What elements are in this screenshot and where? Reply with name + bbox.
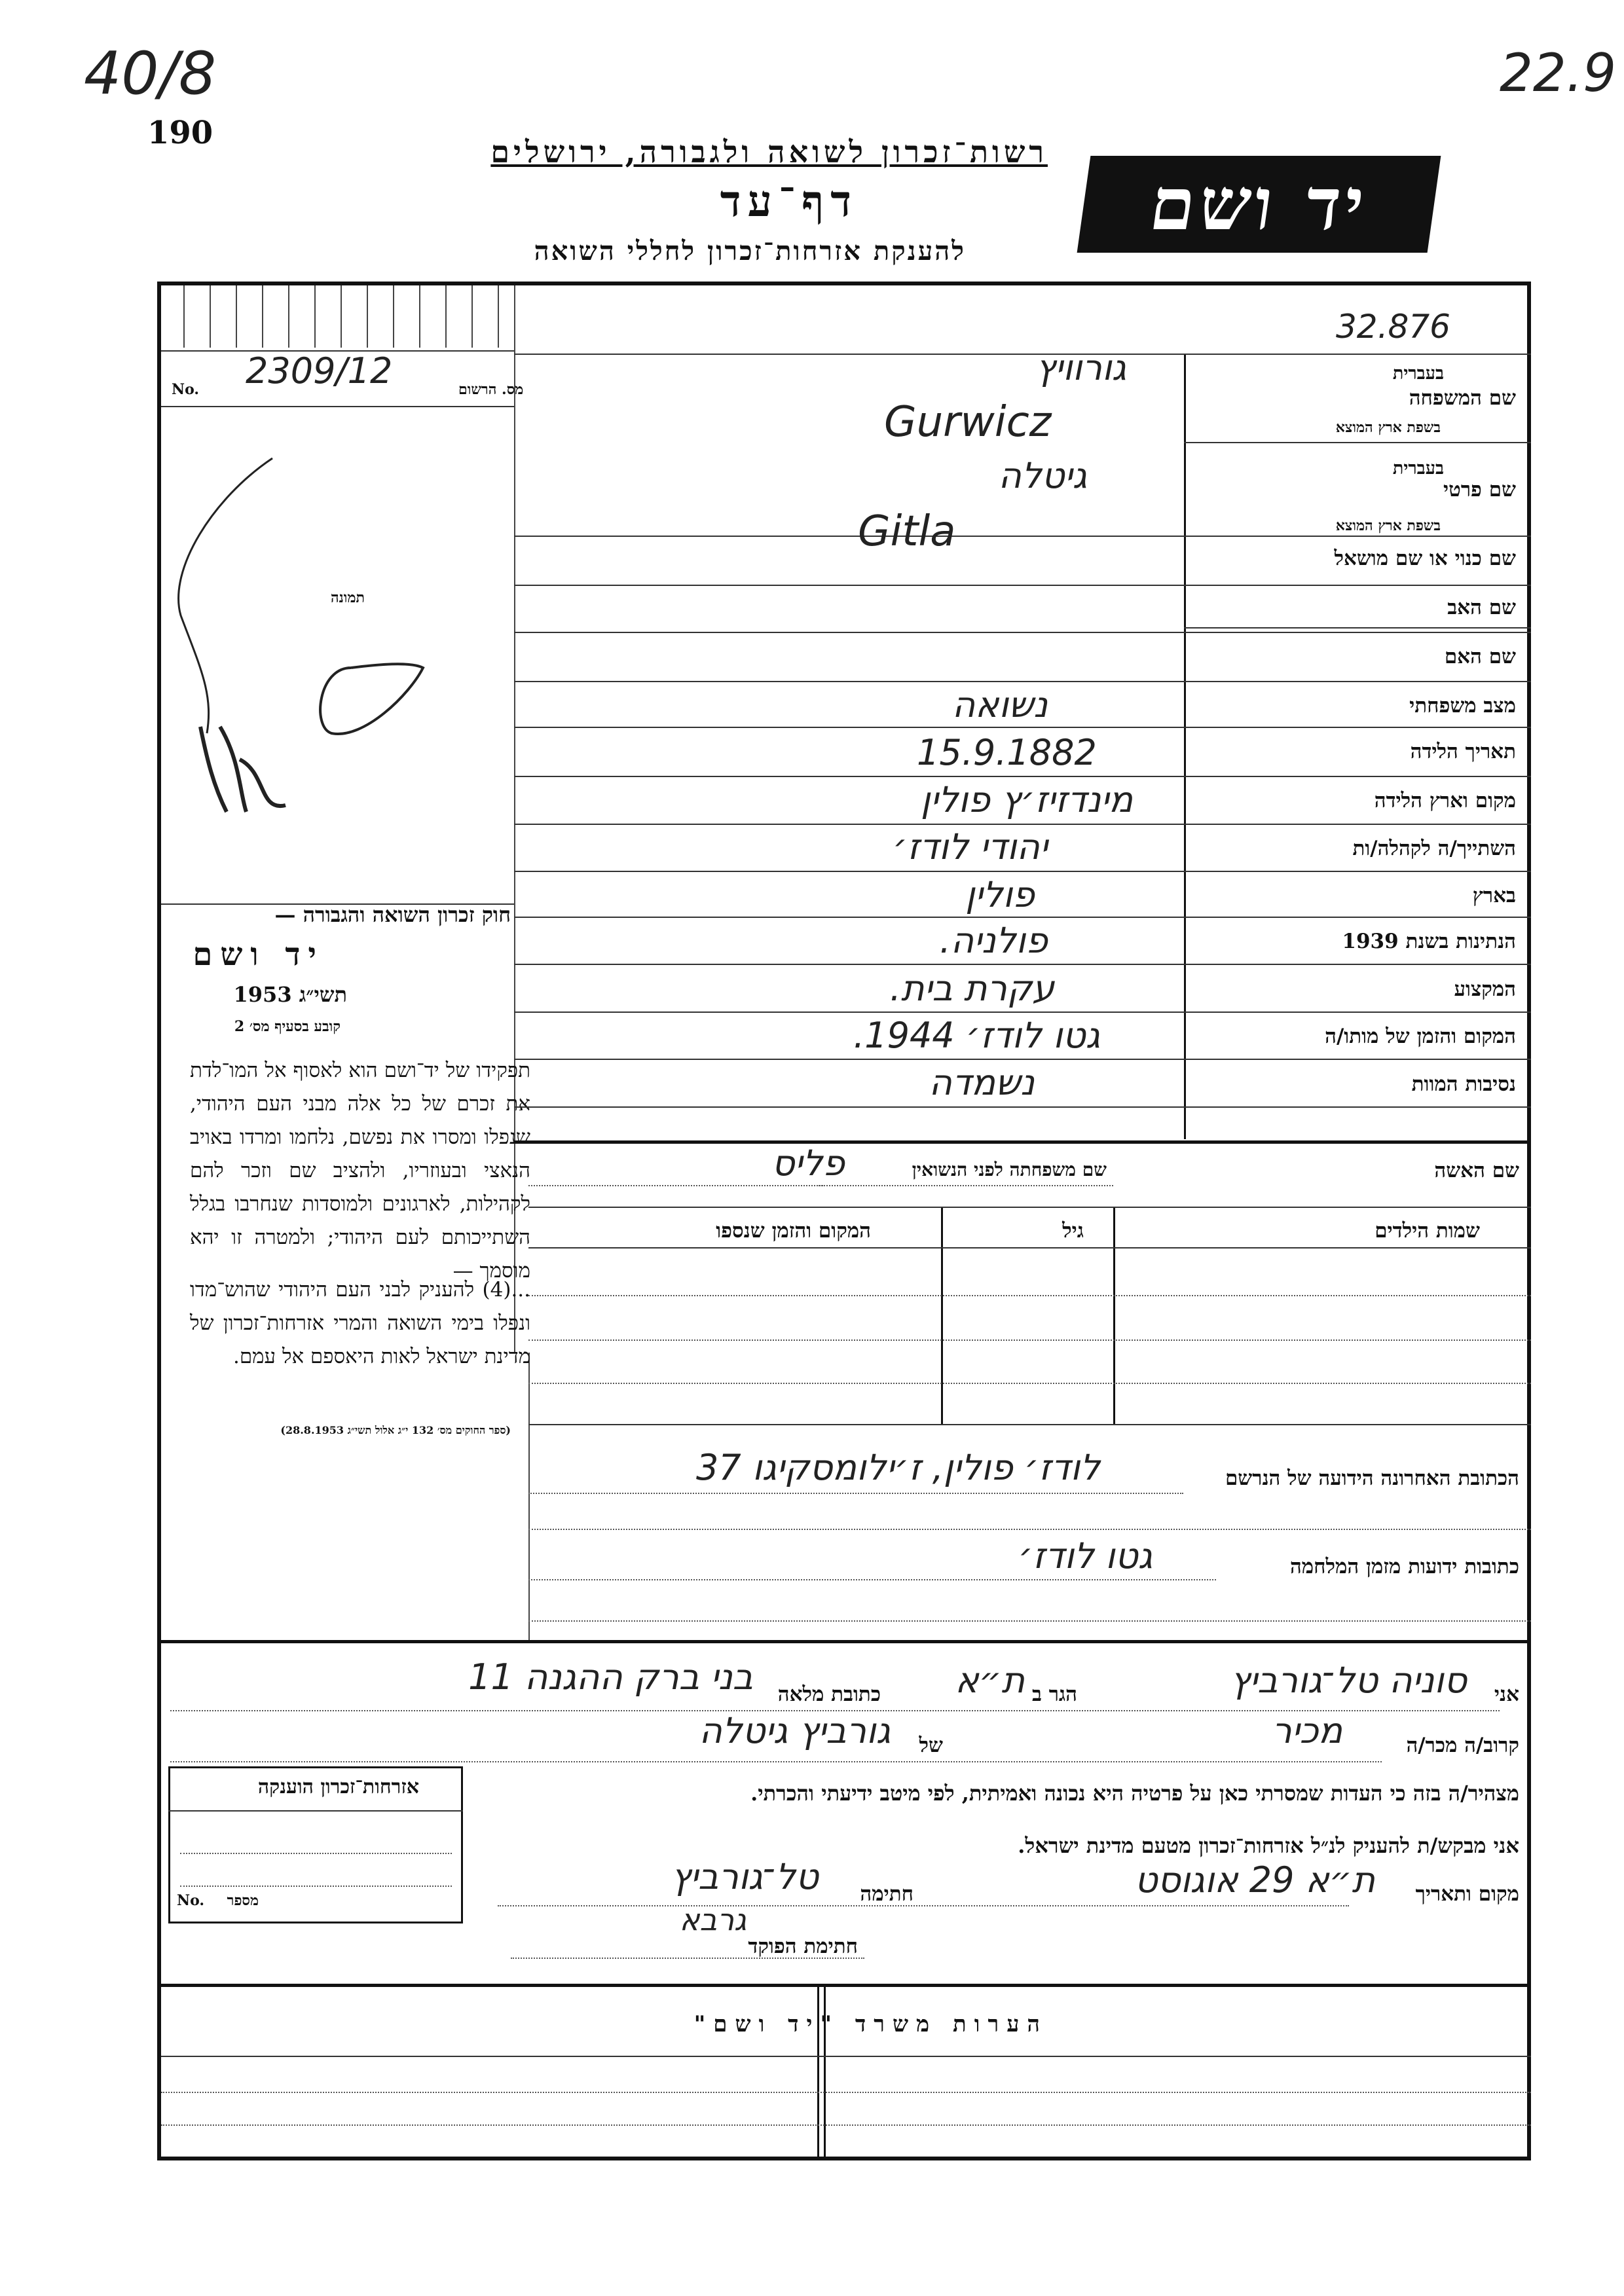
law-title: חוק זכרון השואה והגבורה — [274, 902, 511, 927]
first-name-hebrew-value: גיטלה [998, 455, 1087, 496]
place-date-label: מקום ותאריך [1415, 1882, 1519, 1906]
wife-maiden-label: שם משפחתה לפני הנשואין [912, 1159, 1107, 1180]
community-value: יהודי לודז׳ [893, 826, 1048, 867]
award-box-no-label: No. [177, 1892, 205, 1909]
children-header-age: גיל [1062, 1219, 1084, 1243]
authority-name: רשות־זכרון לשואה ולגבורה, ירושלים [490, 134, 1048, 170]
form-subtitle: להענקת אזרחות־זכרון לחללי השואה [534, 236, 966, 266]
mother-label: שם האם [1444, 645, 1516, 668]
declarant-i-label: אני [1494, 1683, 1519, 1706]
family-name-native-value: Gurwicz [884, 398, 1052, 446]
officer-signature: גרבא [679, 1902, 747, 1937]
award-box-title: אזרחות־זכרון הוענקה [257, 1776, 419, 1798]
wartime-address-value: גטו לודז׳ [1018, 1535, 1153, 1576]
last-address-value: לודז׳ פולין, ז׳ילומסקיגו 37 [696, 1447, 1100, 1488]
declaration-text: מצהיר/ה בזה כי העדות שמסרתי כאן על פרטיה היא נכונה ואמיתית, לפי מיטב ידיעתי והכרתי. [750, 1781, 1519, 1806]
family-name-label: שם המשפחה [1409, 386, 1516, 410]
family-name-hebrew-value: גורוויץ [1035, 347, 1126, 388]
marital-status-label: מצב משפחתי [1409, 694, 1516, 718]
family-name-native-label: בשפת ארץ המוצא [1335, 419, 1441, 436]
stamp-number: 32.876 [1336, 308, 1450, 346]
law-name: יד ושם [193, 936, 324, 973]
corner-note-top-left: 40/8 [84, 39, 217, 108]
registration-label: מס. הרשום [458, 381, 524, 398]
profession-label: המקצוע [1454, 977, 1516, 1001]
relation-of-name: גורביץ גיטלה [699, 1710, 891, 1751]
relation-label: קרוב/ה מכר/ה [1406, 1734, 1519, 1757]
corner-note-190: 190 [147, 115, 213, 151]
photo-label: תמונה [331, 589, 365, 606]
first-name-label: שם פרטי [1443, 478, 1516, 501]
declarant-name: סוניה טל־גורביץ [1230, 1660, 1467, 1701]
death-circumstances-label: נסיבות המוות [1411, 1072, 1516, 1096]
declarant-address-label: כתובת מלאה [777, 1683, 881, 1706]
declarant-city: ת״א [955, 1660, 1025, 1701]
place-date-value: ת״א 29 אוגוסט [1134, 1859, 1375, 1901]
law-section: קובע בסעיף מס׳ 2 [234, 1018, 341, 1035]
law-citation: (ספר החוקים מס׳ 132 י״ג אלול תשי״ג 28.8.1953) [280, 1424, 511, 1436]
nickname-label: שם כנוי או שם מושאל [1334, 547, 1516, 570]
relation-value: מכיר [1272, 1710, 1342, 1751]
law-year: תשי״ג 1953 [233, 982, 347, 1007]
corner-note-top-right: 22.9 [1500, 43, 1617, 103]
birth-date-label: תאריך הלידה [1410, 740, 1516, 763]
family-name-hebrew-label: בעברית [1392, 363, 1444, 384]
notes-divider-a [817, 1984, 819, 2160]
declarant-address: בני ברק ההגנה 11 [468, 1656, 753, 1698]
country-value: פולין [965, 874, 1035, 915]
yad-vashem-logo: יד ושם [1077, 156, 1441, 253]
profession-value: עקרת בית. [889, 968, 1054, 1009]
request-text: אני מבקש/ת להעניק לנ״ל אזרחות־זכרון מטעם מדינת ישראל. [1018, 1833, 1519, 1858]
declarant-signature: טל־גורביץ [671, 1856, 819, 1897]
first-name-native-label: בשפת ארץ המוצא [1335, 517, 1441, 534]
community-label: השתייך/ה לקהלה/ות [1352, 837, 1516, 860]
birth-place-value: מינדזיז׳ץ פולין [921, 779, 1133, 820]
children-header-place-time: המקום והזמן שנספו [716, 1219, 871, 1243]
law-paragraph-2: ...(4) להעניק לבני העם היהודי שהוש־מדו ונפלו בימי השואה והמרי אזרחות־זכרון של מדינת ישראל לאות היאספם אל עמם. [190, 1278, 530, 1368]
country-label: בארץ [1472, 884, 1516, 907]
father-label: שם האב [1447, 596, 1516, 619]
children-col-divider-1 [941, 1208, 943, 1424]
photo-signature-text [196, 730, 198, 731]
registration-no-label: No. [172, 381, 200, 398]
registration-number: 2309/12 [246, 350, 393, 392]
declarant-resides-label: הגר ב [1031, 1683, 1077, 1706]
form-title: דף־עד [720, 175, 858, 227]
left-column-divider-lower [528, 1353, 530, 1641]
citizenship-value: פולניה. [939, 920, 1048, 961]
label-column-divider [1184, 354, 1186, 1139]
birth-date-value: 15.9.1882 [917, 732, 1097, 773]
officer-signature-label: חתימת הפוקד [748, 1935, 858, 1958]
children-header-names: שמות הילדים [1375, 1219, 1480, 1243]
death-circumstances-value: נשמדה [929, 1062, 1035, 1103]
relation-of-label: של [919, 1734, 943, 1757]
wife-label: שם האשה [1434, 1159, 1519, 1182]
death-label: המקום והזמן של מותו/ה [1325, 1025, 1516, 1048]
law-paragraph-1: תפקידו של יד־ושם הוא לאסוף אל המו־לדת את זכרם של כל אלה מבני העם היהודי, שנפלו ומסרו את נפשם, נלחמו ומרדו באויב הנאצי ובעוזריו, ולהציב שם וזכר להם לקהילות, לארגונים ולמוסדות שנחרבו בגלל השתייכותם לעם היהודי; ולמטרה זו יהא מוסמך — [190, 1059, 530, 1283]
children-col-divider-2 [1113, 1208, 1115, 1424]
notes-divider-b [824, 1984, 826, 2160]
death-value: גטו לודז׳ 1944. [853, 1015, 1100, 1056]
last-address-label: הכתובת האחרונה הידועה של הנרשם [1225, 1467, 1519, 1490]
marital-status-value: נשואה [952, 684, 1048, 725]
first-name-native-value: Gitla [858, 507, 956, 556]
photo-signature-drawing [161, 419, 508, 831]
birth-place-label: מקום וארץ הלידה [1374, 789, 1516, 812]
wife-maiden-value: פליס [771, 1142, 845, 1184]
first-name-hebrew-label: בעברית [1392, 458, 1444, 479]
wartime-address-label: כתובות ידועות מזמן המלחמה [1289, 1555, 1519, 1578]
notes-title: הערות משרד "יד ושם" [693, 2011, 1048, 2037]
citizenship-label: הנתינות בשנת 1939 [1342, 930, 1516, 953]
signature-label: חתימה [860, 1882, 913, 1906]
award-box-number-label: מספר [227, 1892, 259, 1909]
